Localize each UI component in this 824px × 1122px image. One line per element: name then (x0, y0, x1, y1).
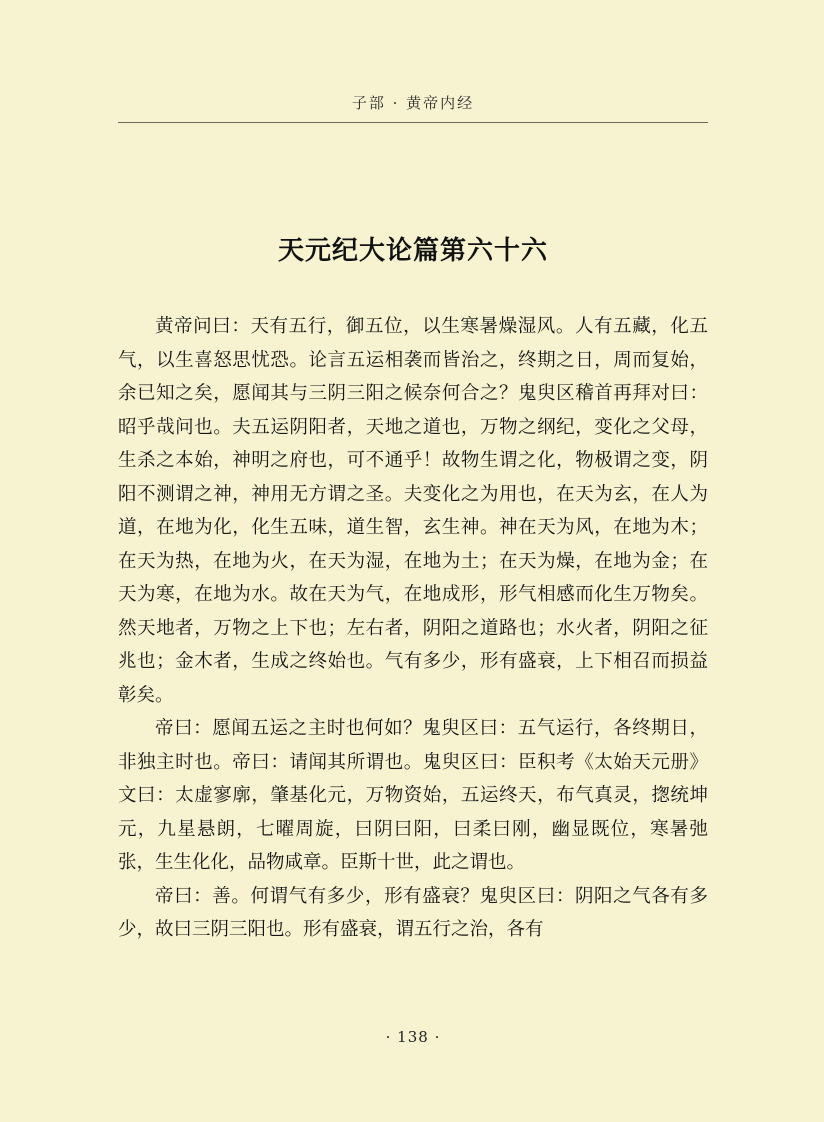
running-header-text: 子部 · 黄帝内经 (351, 94, 475, 112)
page-title: 天元纪大论篇第六十六 (277, 236, 548, 266)
running-header (118, 92, 708, 113)
page-content (118, 0, 708, 1122)
page-footer (118, 1028, 708, 1046)
body-text (118, 310, 708, 947)
page-number: · 138 · (385, 1028, 441, 1046)
header-divider (118, 122, 708, 123)
paragraph: 帝曰：善。何谓气有多少，形有盛衰？鬼臾区曰：阴阳之气各有多少，故曰三阴三阳也。形有盛衰，谓五行之治，各有 (118, 885, 708, 940)
paragraph: 帝曰：愿闻五运之主时也何如？鬼臾区曰：五气运行，各终期日，非独主时也。帝曰：请闻其所谓也。鬼臾区曰：臣积考《太始天元册》文曰：太虚寥廓，肇基化元，万物资始，五运终天，布气真灵，揔统坤元，九星悬朗，七曜周旋，曰阴曰阳，曰柔曰刚，幽显既位，寒暑弛张，生生化化，品物咸章。臣斯十世，此之谓也。 (118, 718, 708, 873)
paragraph: 黄帝问曰：天有五行，御五位，以生寒暑燥湿风。人有五藏，化五气，以生喜怒思忧恐。论言五运相袭而皆治之，终期之日，周而复始，余已知之矣，愿闻其与三阴三阳之候奈何合之？鬼臾区稽首再拜对曰：昭乎哉问也。夫五运阴阳者，天地之道也，万物之纲纪，变化之父母，生杀之本始，神明之府也，可不通乎！故物生谓之化，物极谓之变，阴阳不测谓之神，神用无方谓之圣。夫变化之为用也，在天为玄，在人为道，在地为化，化生五味，道生智，玄生神。神在天为风，在地为木；在天为热，在地为火，在天为湿，在地为土；在天为燥，在地为金；在天为寒，在地为水。故在天为气，在地成形，形气相感而化生万物矣。然天地者，万物之上下也；左右者，阴阳之道路也；水火者，阴阳之征兆也；金木者，生成之终始也。气有多少，形有盛衰，上下相召而损益彰矣。 (118, 316, 708, 706)
